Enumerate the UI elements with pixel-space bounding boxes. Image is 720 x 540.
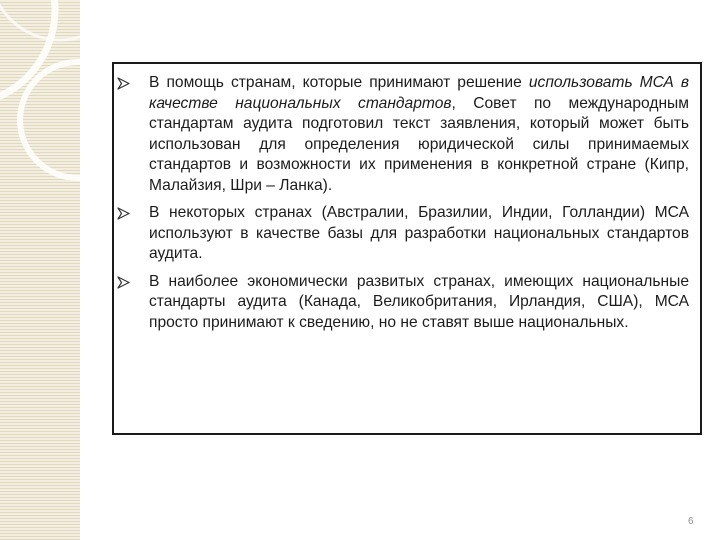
page-number: 6 <box>688 516 694 527</box>
arrow-bullet-icon <box>117 77 130 90</box>
content-box <box>112 62 702 435</box>
bullet-text: В наиболее экономически развитых странах, имеющих национальные стандарты аудита (Канада, Великобритания, Ирландия, США), МСА просто принимают к сведению, но не ставят выше национальных. <box>149 272 689 331</box>
bullet-text: В помощь странам, которые принимают решение <box>149 74 529 91</box>
bullet-list <box>114 73 700 340</box>
arrow-bullet-icon <box>117 207 130 220</box>
bullet-text: , Совет по международным стандартам аудита подготовил текст заявления, который может быть использован для определения юридической силы принимаемых стандартов и возможности их применения в конкретной стране (Кипр, Малайзия, Шри – Ланка). <box>149 94 689 194</box>
bullet-item <box>114 73 700 196</box>
decorative-side-panel <box>0 0 80 540</box>
bullet-text-italic: использовать МСА в качестве национальных стандартов <box>149 74 690 112</box>
bullet-item <box>114 272 700 334</box>
arrow-bullet-icon <box>117 276 130 289</box>
decorative-circles <box>0 0 80 540</box>
bullet-item <box>114 203 700 265</box>
bullet-text: В некоторых странах (Австралии, Бразилии, Индии, Голландии) МСА используют в качестве базы для разработки национальных стандартов аудита. <box>149 204 689 262</box>
